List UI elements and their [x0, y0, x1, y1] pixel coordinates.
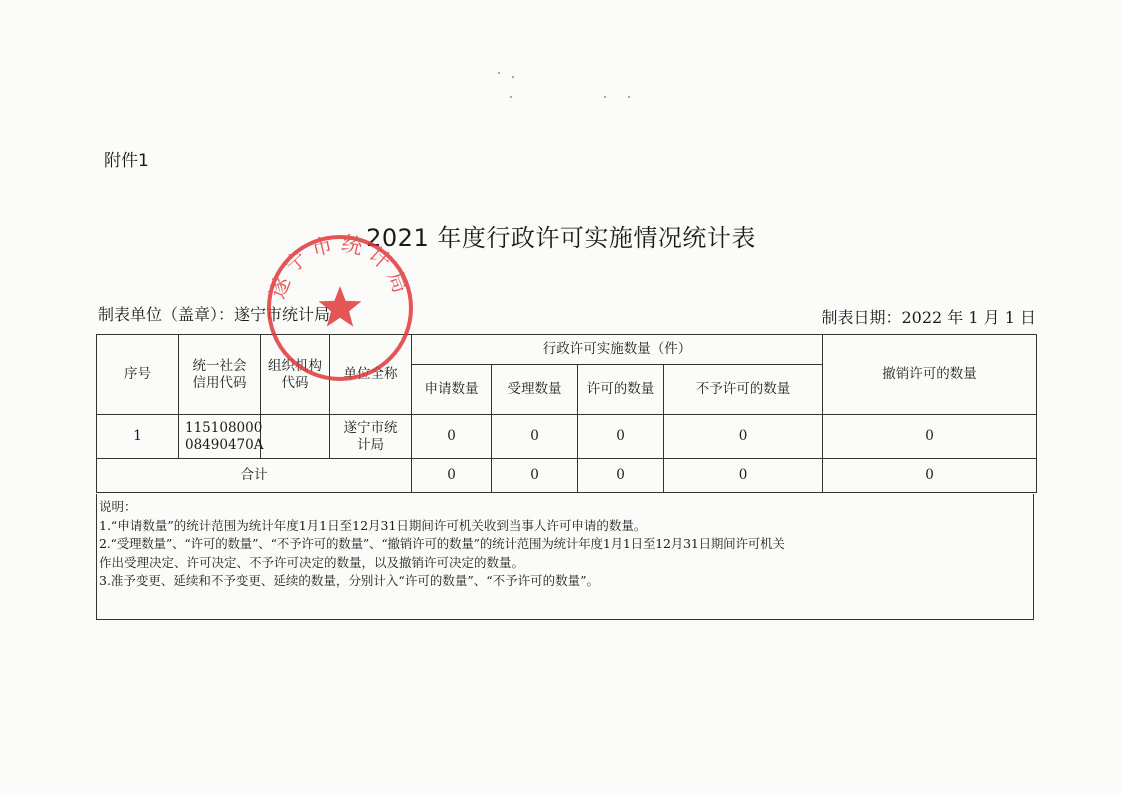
header-seq: 序号 [97, 335, 179, 415]
header-permitted: 许可的数量 [578, 365, 664, 415]
total-label: 合计 [97, 459, 412, 493]
cell-accept: 0 [492, 415, 578, 459]
seal-star [319, 286, 362, 327]
cell-seq: 1 [97, 415, 179, 459]
cell-org-code [261, 415, 330, 459]
date-label: 制表日期：2022 年 1 月 1 日 [821, 308, 1036, 327]
page-title: 2021 年度行政许可实施情况统计表 [366, 224, 756, 252]
header-unit-name: 单位全称 [330, 335, 412, 415]
cell-not-permitted: 0 [664, 415, 823, 459]
cell-permitted: 0 [578, 415, 664, 459]
attachment-label: 附件1 [104, 151, 149, 171]
header-org-code: 组织机构代码 [261, 335, 330, 415]
header-credit-code: 统一社会信用代码 [179, 335, 261, 415]
cell-credit-code: 115108000 08490470A [179, 415, 261, 459]
header-license-count-group: 行政许可实施数量（件） [412, 335, 823, 365]
total-not-permitted: 0 [664, 459, 823, 493]
note-line-2a: 2.“受理数量”、“许可的数量”、“不予许可的数量”、“撤销许可的数量”的统计范围为统计年度1月1日至12月31日期间许可机关 [99, 536, 785, 551]
table-row [97, 415, 1037, 459]
header-apply: 申请数量 [412, 365, 492, 415]
table-total-row [97, 459, 1037, 493]
cell-unit-name: 遂宁市统 计局 [330, 415, 412, 459]
header-not-permitted: 不予许可的数量 [664, 365, 823, 415]
cell-apply: 0 [412, 415, 492, 459]
total-revoked: 0 [823, 459, 1037, 493]
table-header-row [97, 335, 1037, 365]
seal-text: 遂宁市统计局 [265, 232, 415, 302]
official-seal [264, 232, 416, 384]
header-revoked: 撤销许可的数量 [823, 335, 1037, 415]
notes-heading: 说明： [99, 499, 137, 514]
total-apply: 0 [412, 459, 492, 493]
total-permitted: 0 [578, 459, 664, 493]
cell-revoked: 0 [823, 415, 1037, 459]
note-line-3: 3.准予变更、延续和不予变更、延续的数量，分别计入“许可的数量”、“不予许可的数量”。 [99, 573, 599, 588]
statistics-table [96, 334, 1037, 493]
header-accept: 受理数量 [492, 365, 578, 415]
note-line-2b: 作出受理决定、许可决定、不予许可决定的数量，以及撤销许可决定的数量。 [99, 554, 525, 570]
note-line-1: 1.“申请数量”的统计范围为统计年度1月1日至12月31日期间许可机关收到当事人许可申请的数量。 [99, 517, 647, 533]
maker-label: 制表单位（盖章）：遂宁市统计局 [98, 305, 331, 324]
notes-box [96, 494, 1034, 620]
total-accept: 0 [492, 459, 578, 493]
